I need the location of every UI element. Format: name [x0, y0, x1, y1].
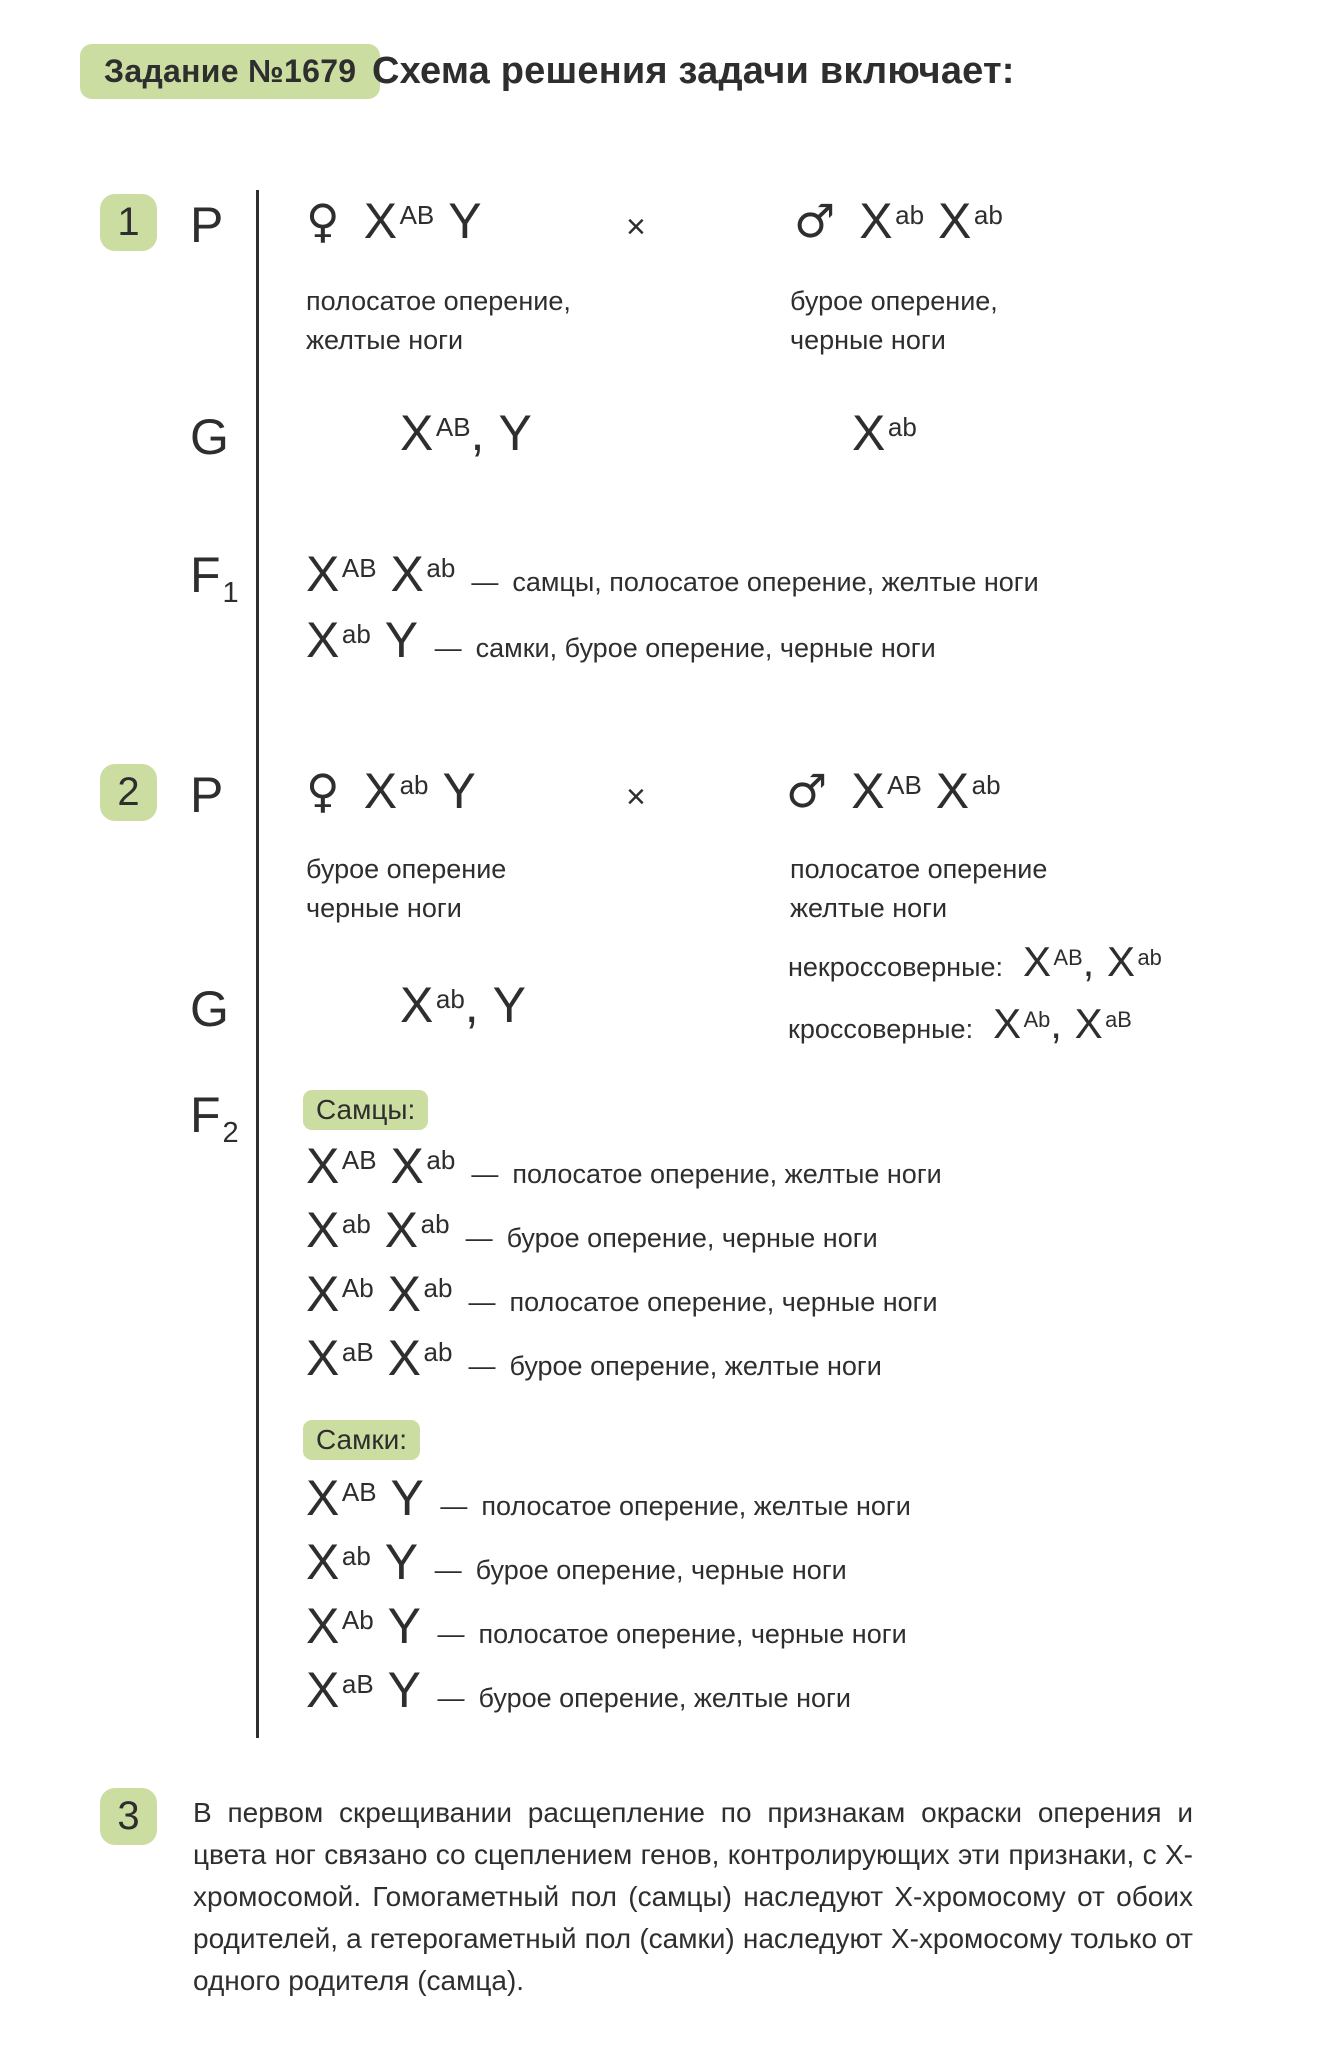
offspring-description: бурое оперение, черные ноги [506, 1223, 878, 1253]
dash: — [434, 1555, 462, 1585]
offspring-description: бурое оперение, желтые ноги [478, 1683, 851, 1713]
f1-offspring-row [306, 614, 936, 667]
offspring-description: бурое оперение, желтые ноги [509, 1351, 882, 1381]
phenotype-line: бурое оперение, [790, 286, 998, 316]
generation-label-p2: P [190, 767, 224, 823]
f1-offspring-row [306, 548, 1039, 601]
cross2-father-phenotype [790, 850, 1047, 928]
phenotype-line: бурое оперение [306, 854, 507, 884]
generation-label-g2: G [190, 981, 229, 1037]
cross2-father [786, 762, 1001, 820]
dash: — [437, 1683, 465, 1713]
scheme-divider-line [256, 190, 259, 1738]
generation-label-p1: P [190, 197, 224, 253]
phenotype-line: полосатое оперение, [306, 286, 571, 316]
offspring-genotype: $X^{AB}$ Y [306, 1470, 425, 1526]
f2-subscript: 2 [222, 1116, 239, 1149]
male-icon: ♂ [786, 764, 828, 818]
f2-male-row [306, 1204, 878, 1257]
offspring-description: самцы, полосатое оперение, желтые ноги [512, 567, 1039, 597]
offspring-genotype: $X^{Ab}$ Y [306, 1598, 422, 1654]
offspring-genotype: $X^{aB}$ $X^{ab}$ [306, 1330, 453, 1386]
dash: — [468, 1287, 496, 1317]
phenotype-line: желтые ноги [306, 325, 464, 356]
cross2-father-gametes-block [788, 938, 1162, 1048]
noncrossover-gametes: $X^{AB}$, $X^{ab}$ [1023, 938, 1162, 985]
cross1-father-genotype: $X^{ab}$ $X^{ab}$ [859, 193, 1003, 249]
cross1-father [794, 192, 1003, 250]
offspring-genotype: $X^{aB}$ Y [306, 1662, 422, 1718]
cross2-mother-genotype: $X^{ab}$ Y [363, 763, 477, 819]
f2-female-row [306, 1536, 847, 1589]
crossover-label: кроссоверные: [788, 1014, 974, 1044]
page-title: Схема решения задачи включает: [372, 50, 1015, 92]
cross2-mother-gametes: $X^{ab}$, Y [400, 977, 527, 1033]
f2-male-row [306, 1140, 942, 1193]
f2-female-row [306, 1600, 907, 1653]
f2-male-row [306, 1332, 882, 1385]
dash: — [471, 1159, 499, 1189]
female-icon: ♀ [306, 194, 340, 248]
dash: — [471, 567, 499, 597]
crossover-gametes-row [788, 1000, 1162, 1048]
section-1-badge: 1 [100, 194, 157, 251]
offspring-description: полосатое оперение, желтые ноги [481, 1491, 911, 1521]
offspring-description: самки, бурое оперение, черные ноги [475, 633, 936, 663]
phenotype-line: черные ноги [306, 893, 462, 924]
generation-label-f1: F1 [190, 547, 239, 609]
noncrossover-label: некроссоверные: [788, 952, 1003, 982]
section-3-badge: 3 [100, 1788, 157, 1845]
cross1-mother-genotype: $X^{AB}$ Y [363, 193, 483, 249]
f2-female-row [306, 1472, 911, 1525]
cross1-mother-gametes: $X^{AB}$, Y [400, 405, 533, 461]
crossover-gametes: $X^{Ab}$, $X^{aB}$ [993, 1000, 1132, 1047]
cross2-mother [306, 762, 476, 820]
dash: — [434, 633, 462, 663]
offspring-description: бурое оперение, черные ноги [475, 1555, 847, 1585]
cross1-father-phenotype [790, 282, 998, 360]
offspring-genotype: $X^{AB}$ $X^{ab}$ [306, 546, 456, 602]
offspring-genotype: $X^{ab}$ Y [306, 612, 419, 668]
dash: — [468, 1351, 496, 1381]
cross-icon: × [626, 778, 646, 816]
females-label-badge: Самки: [303, 1420, 420, 1460]
offspring-description: полосатое оперение, желтые ноги [512, 1159, 942, 1189]
cross1-mother-phenotype [306, 282, 571, 360]
dash: — [437, 1619, 465, 1649]
f2-male-row [306, 1268, 938, 1321]
offspring-genotype: $X^{ab}$ $X^{ab}$ [306, 1202, 450, 1258]
male-icon: ♂ [794, 194, 836, 248]
cross2-father-genotype: $X^{AB}$ $X^{ab}$ [851, 763, 1001, 819]
offspring-genotype: $X^{AB}$ $X^{ab}$ [306, 1138, 456, 1194]
task-number-badge: Задание №1679 [80, 44, 380, 99]
section-2-badge: 2 [100, 764, 157, 821]
cross2-mother-phenotype [306, 850, 506, 928]
f1-subscript: 1 [222, 576, 239, 609]
f2-female-row [306, 1664, 851, 1717]
offspring-description: полосатое оперение, черные ноги [478, 1619, 907, 1649]
cross1-father-gametes: $X^{ab}$ [852, 405, 917, 461]
generation-label-g1: G [190, 409, 229, 465]
dash: — [440, 1491, 468, 1521]
offspring-description: полосатое оперение, черные ноги [509, 1287, 938, 1317]
cross1-mother [306, 192, 482, 250]
phenotype-line: черные ноги [790, 325, 946, 356]
offspring-genotype: $X^{Ab}$ $X^{ab}$ [306, 1266, 453, 1322]
offspring-genotype: $X^{ab}$ Y [306, 1534, 419, 1590]
males-label-badge: Самцы: [303, 1090, 428, 1130]
noncrossover-gametes-row [788, 938, 1162, 986]
female-icon: ♀ [306, 764, 340, 818]
dash: — [465, 1223, 493, 1253]
phenotype-line: полосатое оперение [790, 854, 1048, 884]
conclusion-paragraph: В первом скрещивании расщепление по признакам окраски оперения и цвета ног связано со сцеплением генов, контролирующих эти признаки, с Х-хромосомой. Гомогаметный пол (самцы) наследуют Х-хромосому от обоих родителей, а гетерогаметный пол (самки) наследуют Х-хромосому только от одного родителя (самца). [193, 1797, 1193, 1996]
generation-label-f2: F2 [190, 1087, 239, 1149]
cross-icon: × [626, 208, 646, 246]
phenotype-line: желтые ноги [790, 893, 948, 924]
